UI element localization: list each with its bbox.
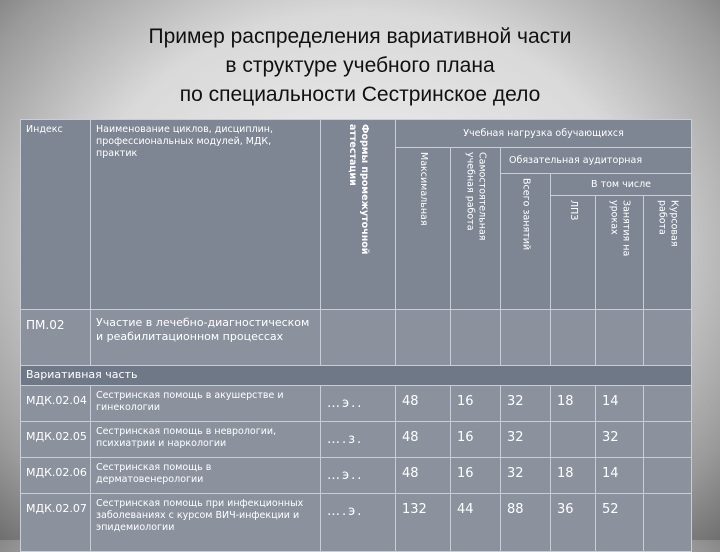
row-form: ….э.: [321, 494, 396, 552]
row-lpz: 36: [551, 494, 596, 552]
row-name: Сестринская помощь в акушерстве и гинекологии: [91, 386, 321, 422]
title-line-1: Пример распределения вариативной части: [148, 25, 572, 48]
row-code: МДК.02.04: [21, 386, 91, 422]
section-label: Вариативная часть: [21, 366, 692, 386]
header-name: Наименование циклов, дисциплин, профессиональных модулей, МДК, практик: [91, 120, 321, 310]
header-course-text: Курсовая работа: [656, 200, 680, 247]
row-lessons: 14: [596, 458, 644, 494]
pm-name: Участие в лечебно-диагностическом и реабилитационном процессах: [91, 310, 321, 366]
row-lpz: 18: [551, 386, 596, 422]
pm-cell: [321, 310, 396, 366]
row-course: [644, 458, 692, 494]
title-line-2: в структуре учебного плана: [225, 54, 495, 77]
row-self: 44: [451, 494, 501, 552]
header-self-text: Самостоятельная учебная работа: [464, 152, 488, 241]
row-lessons: 32: [596, 422, 644, 458]
row-lpz: 18: [551, 458, 596, 494]
pm-cell: [501, 310, 551, 366]
row-code: МДК.02.06: [21, 458, 91, 494]
row-self: 16: [451, 386, 501, 422]
header-lpz-text: ЛПЗ: [568, 200, 579, 221]
header-forms-text: Формы промежуточной аттестации: [347, 124, 370, 255]
table-row: [21, 458, 692, 494]
header-total-text: Всего занятий: [520, 178, 532, 251]
pm-row: [21, 310, 692, 366]
slide-title: [0, 22, 720, 109]
header-max: [396, 148, 451, 310]
pm-cell: [644, 310, 692, 366]
row-total: 32: [501, 386, 551, 422]
header-row-1: [21, 120, 692, 148]
row-max: 48: [396, 386, 451, 422]
row-name: Сестринская помощь в дерматовенерологии: [91, 458, 321, 494]
table-row: [21, 494, 692, 552]
row-form: …э..: [321, 386, 396, 422]
header-load: Учебная нагрузка обучающихся: [396, 120, 692, 148]
header-lessons-text: Занятия на уроках: [608, 200, 632, 257]
pm-cell: [551, 310, 596, 366]
pm-cell: [451, 310, 501, 366]
header-total: [501, 174, 551, 310]
table-row: [21, 422, 692, 458]
header-lessons: [596, 196, 644, 310]
row-name: Сестринская помощь при инфекционных заболеваниях с курсом ВИЧ-инфекции и эпидемиологии: [91, 494, 321, 552]
row-name: Сестринская помощь в неврологии, психиатрии и наркологии: [91, 422, 321, 458]
row-max: 48: [396, 458, 451, 494]
row-course: [644, 422, 692, 458]
row-code: МДК.02.07: [21, 494, 91, 552]
row-max: 48: [396, 422, 451, 458]
header-in-that: В том числе: [551, 174, 692, 196]
header-index: Индекс: [21, 120, 91, 310]
row-total: 32: [501, 422, 551, 458]
header-mandatory: Обязательная аудиторная: [501, 148, 692, 174]
pm-cell: [596, 310, 644, 366]
row-course: [644, 386, 692, 422]
table-row: [21, 386, 692, 422]
header-max-text: Максимальная: [418, 152, 429, 226]
title-line-3: по специальности Сестринское дело: [179, 83, 541, 106]
row-lessons: 52: [596, 494, 644, 552]
row-max: 132: [396, 494, 451, 552]
section-row: [21, 366, 692, 386]
header-self: [451, 148, 501, 310]
row-form: …э..: [321, 458, 396, 494]
row-total: 32: [501, 458, 551, 494]
row-lpz: [551, 422, 596, 458]
header-lpz: [551, 196, 596, 310]
row-self: 16: [451, 458, 501, 494]
row-self: 16: [451, 422, 501, 458]
pm-cell: [396, 310, 451, 366]
row-course: [644, 494, 692, 552]
row-code: МДК.02.05: [21, 422, 91, 458]
header-course: [644, 196, 692, 310]
row-total: 88: [501, 494, 551, 552]
curriculum-table: [20, 119, 692, 552]
row-form: ….з.: [321, 422, 396, 458]
pm-code: ПМ.02: [21, 310, 91, 366]
header-forms: [321, 120, 396, 310]
row-lessons: 14: [596, 386, 644, 422]
